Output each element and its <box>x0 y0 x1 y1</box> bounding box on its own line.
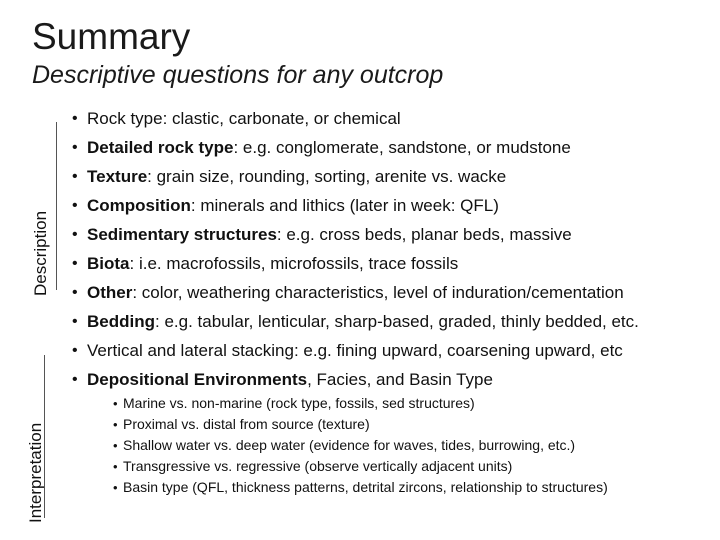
bullet-item: • Other: color, weathering characteristics, level of induration/cementation <box>72 278 639 307</box>
main-bullet-list <box>72 104 639 394</box>
bullet-dot-icon: • <box>113 480 118 495</box>
slide-subtitle: Descriptive questions for any outcrop <box>32 61 444 89</box>
bullet-dot-icon: • <box>72 371 78 388</box>
bullet-dot-icon: • <box>113 417 118 432</box>
bullet-item: • Rock type: clastic, carbonate, or chemical <box>72 104 639 133</box>
sub-bullet-item: • Transgressive vs. regressive (observe vertically adjacent units) <box>113 456 608 477</box>
bullet-item: • Sedimentary structures: e.g. cross beds, planar beds, massive <box>72 220 639 249</box>
sub-bullet-item: • Basin type (QFL, thickness patterns, detrital zircons, relationship to structures) <box>113 477 608 498</box>
bullet-item: • Texture: grain size, rounding, sorting, arenite vs. wacke <box>72 162 639 191</box>
bullet-dot-icon: • <box>72 168 78 185</box>
sub-bullet-item: • Shallow water vs. deep water (evidence for waves, tides, burrowing, etc.) <box>113 435 608 456</box>
bullet-dot-icon: • <box>113 396 118 411</box>
bullet-dot-icon: • <box>72 226 78 243</box>
description-bracket-line <box>56 122 57 290</box>
bullet-item: • Detailed rock type: e.g. conglomerate, sandstone, or mudstone <box>72 133 639 162</box>
bullet-item: • Bedding: e.g. tabular, lenticular, sharp-based, graded, thinly bedded, etc. <box>72 307 639 336</box>
bullet-dot-icon: • <box>113 459 118 474</box>
bullet-item: • Depositional Environments, Facies, and Basin Type <box>72 365 639 394</box>
bullet-dot-icon: • <box>72 342 78 359</box>
bullet-dot-icon: • <box>72 284 78 301</box>
bullet-item: • Vertical and lateral stacking: e.g. fining upward, coarsening upward, etc <box>72 336 639 365</box>
bullet-dot-icon: • <box>72 313 78 330</box>
bullet-item: • Biota: i.e. macrofossils, microfossils, trace fossils <box>72 249 639 278</box>
sub-bullet-item: • Marine vs. non-marine (rock type, fossils, sed structures) <box>113 393 608 414</box>
slide-title: Summary <box>32 16 191 57</box>
bullet-dot-icon: • <box>72 197 78 214</box>
bullet-dot-icon: • <box>113 438 118 453</box>
bullet-item: • Composition: minerals and lithics (later in week: QFL) <box>72 191 639 220</box>
bullet-dot-icon: • <box>72 255 78 272</box>
bullet-dot-icon: • <box>72 139 78 156</box>
sub-bullet-list <box>113 393 608 498</box>
description-side-label: Description <box>31 210 50 296</box>
interpretation-side-label: Interpretation <box>26 422 45 523</box>
bullet-dot-icon: • <box>72 110 78 127</box>
interpretation-bracket-line <box>44 355 45 518</box>
sub-bullet-item: • Proximal vs. distal from source (texture) <box>113 414 608 435</box>
